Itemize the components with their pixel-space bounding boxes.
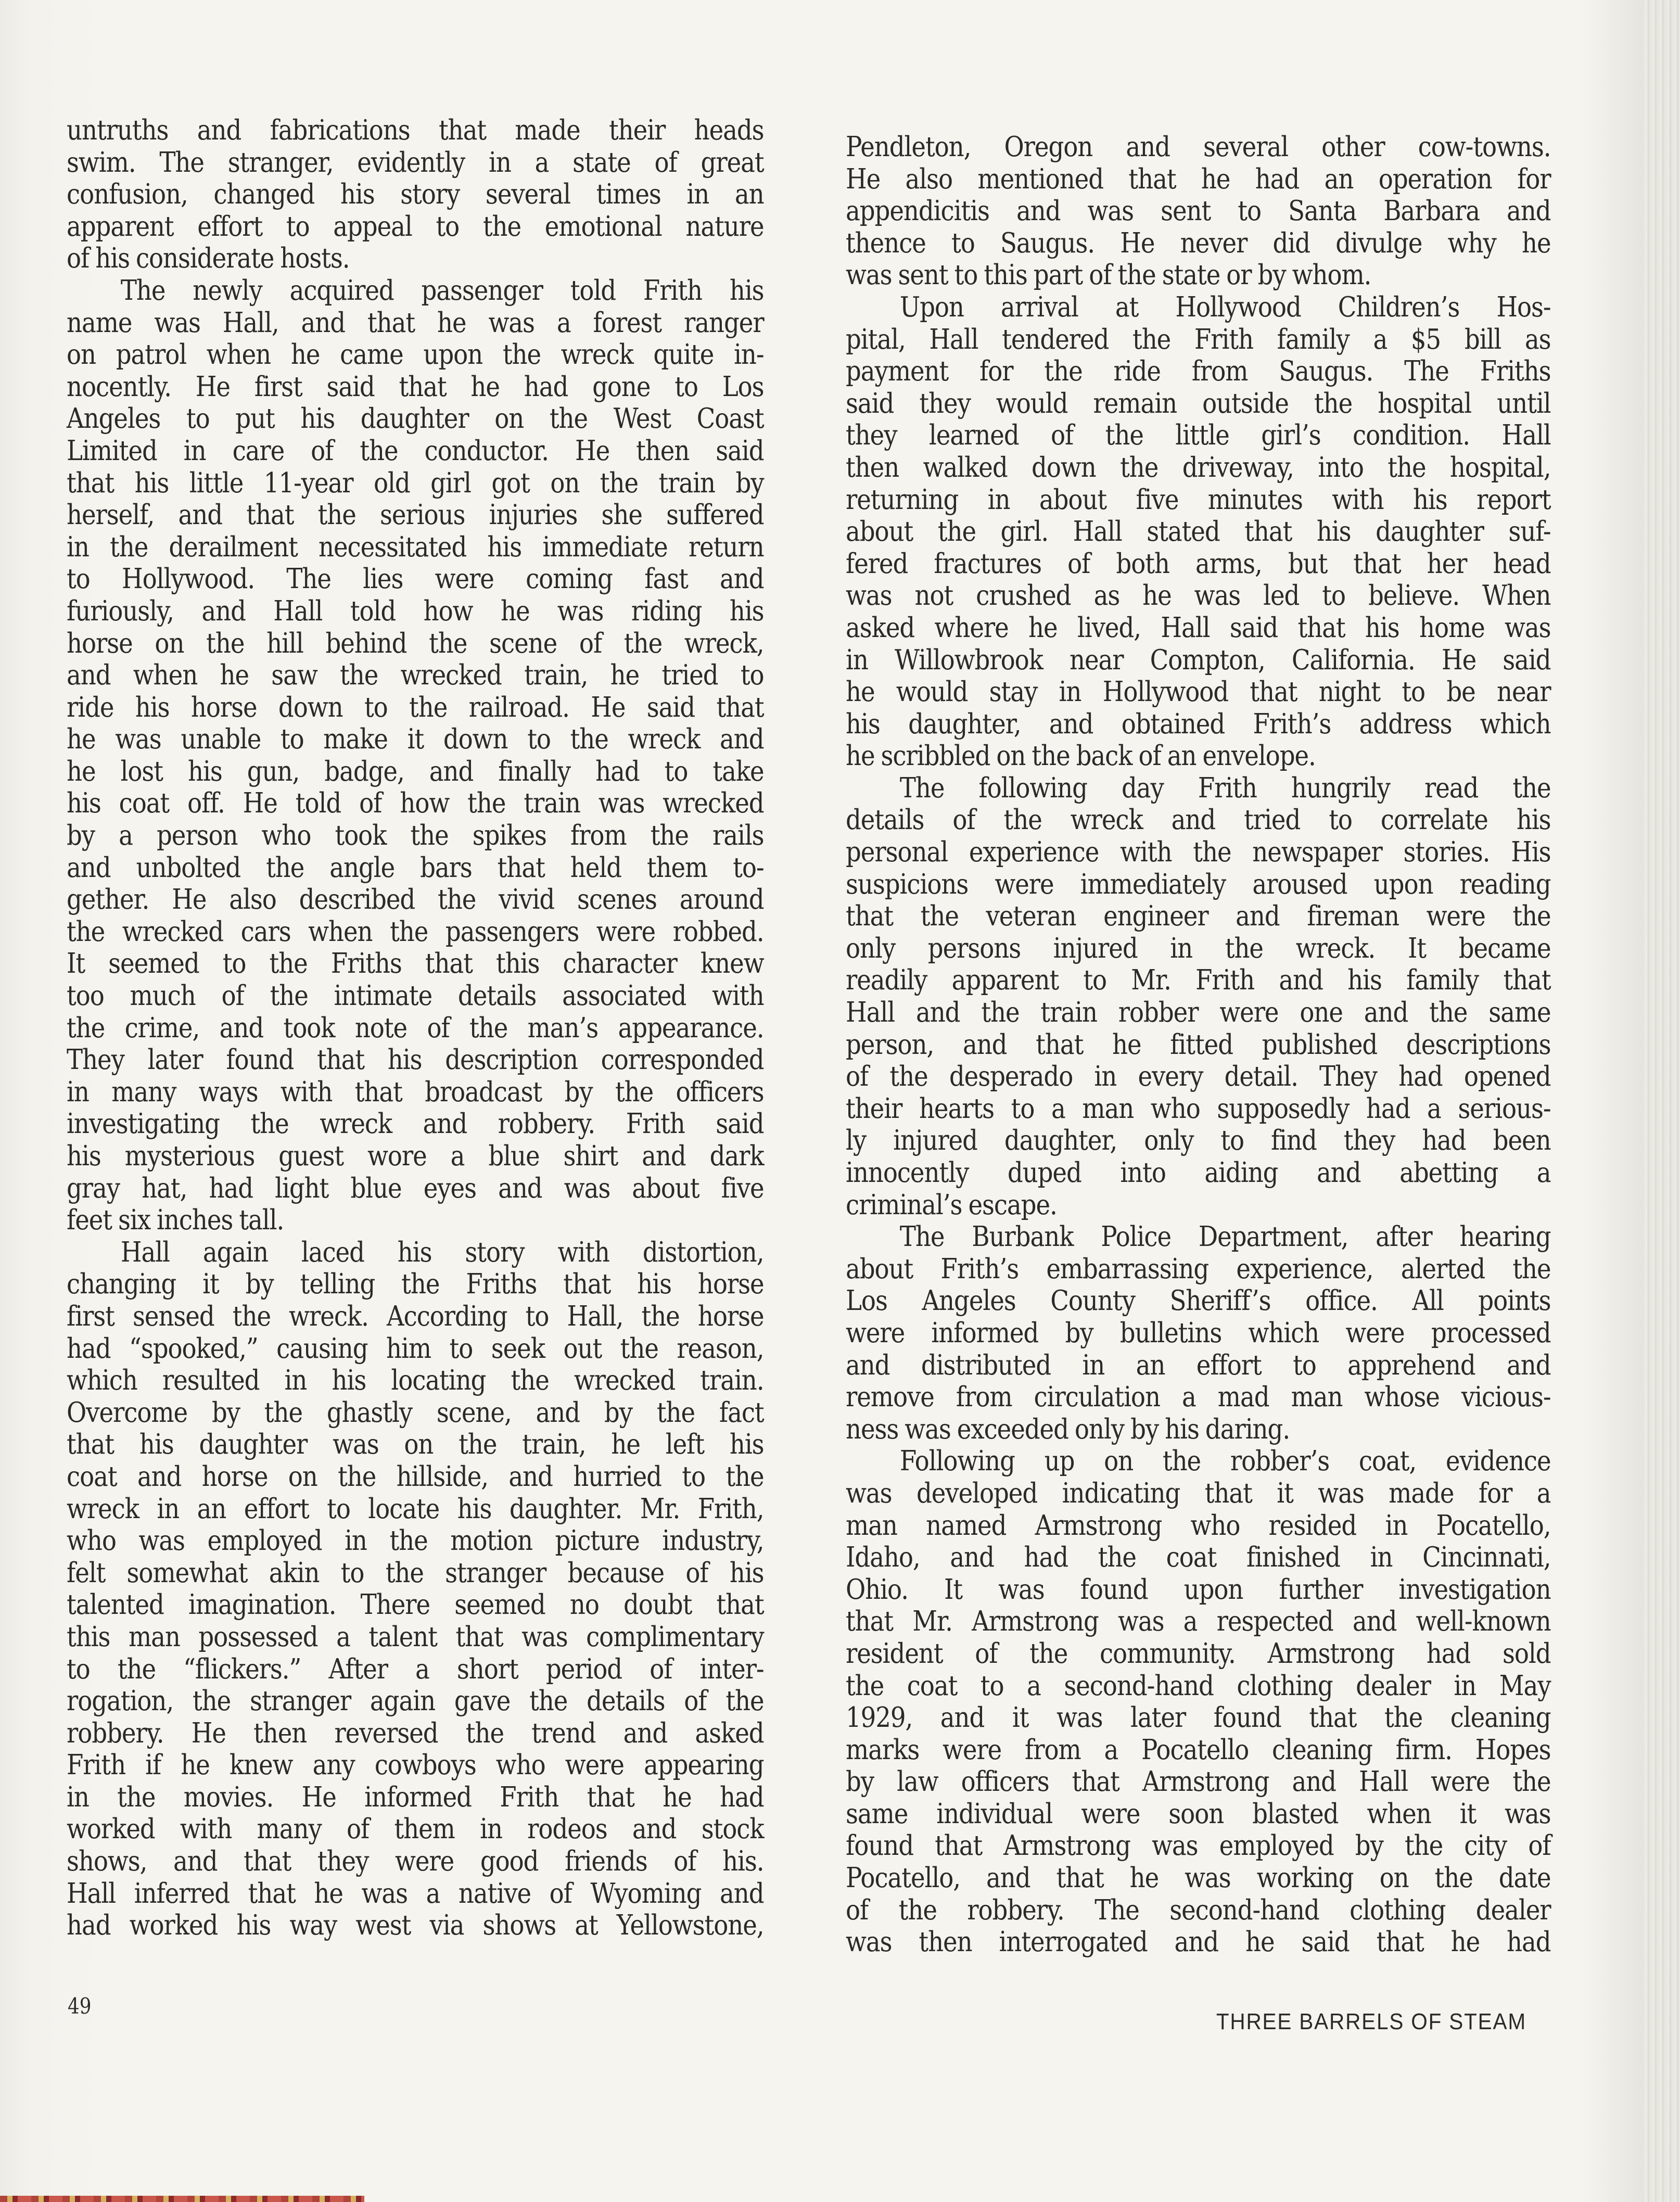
text-line: that Mr. Armstrong was a respected and well-known	[846, 1606, 1551, 1638]
text-line: by a person who took the spikes from the rails	[67, 820, 764, 852]
text-line: first sensed the wreck. According to Hall, the horse	[67, 1300, 764, 1332]
text-line: The newly acquired passenger told Frith his	[120, 274, 764, 307]
text-line: that his daughter was on the train, he left his	[67, 1429, 764, 1461]
text-line: Los Angeles County Sheriff’s office. All points	[846, 1285, 1551, 1317]
text-line: Ohio. It was found upon further investigation	[846, 1573, 1551, 1606]
text-line: ly injured daughter, only to find they had been	[846, 1125, 1551, 1157]
text-line: Pendleton, Oregon and several other cow-towns.	[846, 131, 1551, 163]
text-line: was developed indicating that it was made for a	[846, 1477, 1551, 1509]
text-line: appendicitis and was sent to Santa Barbara and	[846, 195, 1551, 227]
text-line: talented imagination. There seemed no doubt that	[67, 1589, 764, 1621]
paragraph	[846, 1445, 1551, 1958]
text-line: of his considerate hosts.	[67, 243, 350, 275]
text-line: swim. The stranger, evidently in a state of great	[67, 146, 764, 179]
text-line: feet six inches tall.	[67, 1204, 284, 1237]
text-line: was sent to this part of the state or by whom.	[846, 259, 1371, 291]
text-line: about Frith’s embarrassing experience, alerted the	[846, 1253, 1551, 1285]
cover-edge-strip	[0, 2196, 364, 2202]
text-line: the crime, and took note of the man’s appearance.	[67, 1012, 764, 1044]
text-line: wreck in an effort to locate his daughter. Mr. Frith,	[67, 1493, 764, 1525]
text-line: readily apparent to Mr. Frith and his family that	[846, 964, 1551, 997]
text-line: the coat to a second-hand clothing dealer in May	[846, 1670, 1551, 1702]
text-line: changing it by telling the Friths that his horse	[67, 1268, 764, 1301]
text-line: gray hat, had light blue eyes and was about five	[67, 1172, 764, 1204]
text-line: thence to Saugus. He never did divulge why he	[846, 227, 1551, 259]
text-line: about the girl. Hall stated that his daughter suf-	[846, 516, 1551, 548]
text-line: untruths and fabrications that made their heads	[67, 114, 764, 146]
right-text-column	[846, 131, 1551, 1958]
text-line: apparent effort to appeal to the emotional nature	[67, 210, 764, 243]
text-line: worked with many of them in rodeos and stock	[67, 1813, 764, 1845]
text-line: suspicions were immediately aroused upon reading	[846, 868, 1551, 900]
page-number: 49	[68, 1993, 92, 2019]
text-line: He also mentioned that he had an operation for	[846, 163, 1551, 195]
text-line: Hall again laced his story with distortion,	[120, 1236, 764, 1268]
text-line: Overcome by the ghastly scene, and by the fact	[67, 1396, 764, 1429]
text-line: investigating the wreck and robbery. Frith said	[67, 1108, 764, 1140]
text-line: to the “flickers.” After a short period of inter-	[67, 1653, 764, 1685]
text-line: The Burbank Police Department, after hearing	[899, 1221, 1551, 1253]
paragraph	[67, 1237, 764, 1942]
text-line: details of the wreck and tried to correlate his	[846, 804, 1551, 836]
text-line: name was Hall, and that he was a forest ranger	[67, 307, 764, 339]
text-line: by law officers that Armstrong and Hall were the	[846, 1766, 1551, 1798]
text-line: rogation, the stranger again gave the details of the	[67, 1685, 764, 1717]
text-line: person, and that he fitted published descriptions	[846, 1028, 1551, 1061]
paragraph	[846, 1221, 1551, 1445]
text-line: It seemed to the Friths that this character knew	[67, 948, 764, 980]
text-line: The following day Frith hungrily read the	[899, 772, 1551, 804]
paragraph	[846, 772, 1551, 1221]
text-line: too much of the intimate details associated with	[67, 980, 764, 1012]
text-line: Limited in care of the conductor. He then said	[67, 435, 764, 467]
text-line: he lost his gun, badge, and finally had to take	[67, 755, 764, 787]
text-line: personal experience with the newspaper stories. His	[846, 836, 1551, 869]
text-line: his mysterious guest wore a blue shirt and dark	[67, 1140, 764, 1172]
text-line: payment for the ride from Saugus. The Friths	[846, 355, 1551, 388]
text-line: 1929, and it was later found that the cleaning	[846, 1702, 1551, 1734]
text-line: had “spooked,” causing him to seek out the reason,	[67, 1332, 764, 1365]
text-line: confusion, changed his story several times in an	[67, 179, 764, 211]
text-line: he scribbled on the back of an envelope.	[846, 740, 1316, 772]
text-line: said they would remain outside the hospital until	[846, 387, 1551, 419]
text-line: gether. He also described the vivid scenes around	[67, 884, 764, 916]
text-line: Upon arrival at Hollywood Children’s Hos-	[899, 291, 1551, 323]
text-line: coat and horse on the hillside, and hurried to the	[67, 1460, 764, 1493]
text-line: returning in about five minutes with his report	[846, 483, 1551, 516]
text-line: to Hollywood. The lies were coming fast and	[67, 563, 764, 595]
text-line: was not crushed as he was led to believe. When	[846, 580, 1551, 612]
text-line: this man possessed a talent that was complimentary	[67, 1621, 764, 1653]
text-line: Idaho, and had the coat finished in Cincinnati,	[846, 1542, 1551, 1574]
text-line: found that Armstrong was employed by the city of	[846, 1830, 1551, 1862]
paragraph	[67, 114, 764, 275]
text-line: horse on the hill behind the scene of the wreck,	[67, 627, 764, 659]
paragraph	[846, 131, 1551, 291]
page-edge-stack	[1644, 0, 1680, 2202]
text-line: the wrecked cars when the passengers were robbed.	[67, 915, 764, 948]
text-line: in the derailment necessitated his immediate return	[67, 531, 764, 563]
text-line: Angeles to put his daughter on the West Coast	[67, 403, 764, 435]
text-line: he was unable to make it down to the wreck and	[67, 723, 764, 756]
text-line: his coat off. He told of how the train was wrecked	[67, 787, 764, 820]
left-text-column	[67, 114, 764, 1942]
text-line: in many ways with that broadcast by the officers	[67, 1076, 764, 1108]
text-line: resident of the community. Armstrong had sold	[846, 1637, 1551, 1670]
text-line: Hall inferred that he was a native of Wyoming and	[67, 1877, 764, 1910]
text-line: on patrol when he came upon the wreck quite in-	[67, 339, 764, 371]
text-line: were informed by bulletins which were processed	[846, 1317, 1551, 1349]
text-line: marks were from a Pocatello cleaning firm. Hopes	[846, 1734, 1551, 1766]
text-line: criminal’s escape.	[846, 1189, 1057, 1221]
text-line: pital, Hall tendered the Frith family a $5 bill as	[846, 323, 1551, 355]
text-line: was then interrogated and he said that he had	[846, 1926, 1551, 1958]
text-line: and unbolted the angle bars that held them to-	[67, 851, 764, 884]
text-line: same individual were soon blasted when it was	[846, 1798, 1551, 1830]
text-line: shows, and that they were good friends of his.	[67, 1845, 764, 1878]
text-line: Frith if he knew any cowboys who were appearing	[67, 1749, 764, 1781]
paragraph	[846, 291, 1551, 772]
text-line: his daughter, and obtained Frith’s address which	[846, 708, 1551, 740]
paragraph	[67, 275, 764, 1237]
text-line: who was employed in the motion picture industry,	[67, 1525, 764, 1557]
text-line: furiously, and Hall told how he was riding his	[67, 595, 764, 627]
text-line: fered fractures of both arms, but that her head	[846, 548, 1551, 580]
text-line: then walked down the driveway, into the hospital,	[846, 451, 1551, 483]
text-line: felt somewhat akin to the stranger because of his	[67, 1557, 764, 1589]
text-line: nocently. He first said that he had gone to Los	[67, 371, 764, 403]
text-line: that the veteran engineer and fireman were the	[846, 900, 1551, 933]
text-line: innocently duped into aiding and abetting a	[846, 1157, 1551, 1189]
text-line: their hearts to a man who supposedly had a serious-	[846, 1092, 1551, 1125]
text-line: asked where he lived, Hall said that his home was	[846, 612, 1551, 644]
text-line: Following up on the robber’s coat, evidence	[899, 1445, 1551, 1478]
text-line: remove from circulation a mad man whose vicious-	[846, 1381, 1551, 1414]
text-line: he would stay in Hollywood that night to be near	[846, 676, 1551, 708]
text-line: had worked his way west via shows at Yellowstone,	[67, 1910, 764, 1942]
text-line: They later found that his description corresponded	[67, 1044, 764, 1076]
text-line: ness was exceeded only by his daring.	[846, 1413, 1290, 1445]
text-line: they learned of the little girl’s condition. Hall	[846, 419, 1551, 452]
text-line: Pocatello, and that he was working on the date	[846, 1862, 1551, 1894]
text-line: of the robbery. The second-hand clothing dealer	[846, 1894, 1551, 1926]
text-line: and when he saw the wrecked train, he tried to	[67, 659, 764, 692]
text-line: which resulted in his locating the wrecked train.	[67, 1365, 764, 1397]
running-footer-title: THREE BARRELS OF STEAM	[1216, 2009, 1526, 2034]
text-line: robbery. He then reversed the trend and asked	[67, 1717, 764, 1749]
text-line: and distributed in an effort to apprehend and	[846, 1349, 1551, 1381]
text-line: only persons injured in the wreck. It became	[846, 932, 1551, 964]
text-line: in Willowbrook near Compton, California. He said	[846, 644, 1551, 676]
text-line: ride his horse down to the railroad. He said that	[67, 691, 764, 723]
text-line: Hall and the train robber were one and the same	[846, 997, 1551, 1029]
text-line: herself, and that the serious injuries she suffered	[67, 499, 764, 531]
text-line: that his little 11-year old girl got on the train by	[67, 467, 764, 499]
text-line: man named Armstrong who resided in Pocatello,	[846, 1509, 1551, 1542]
text-line: of the desperado in every detail. They had opened	[846, 1061, 1551, 1093]
text-line: in the movies. He informed Frith that he had	[67, 1781, 764, 1813]
